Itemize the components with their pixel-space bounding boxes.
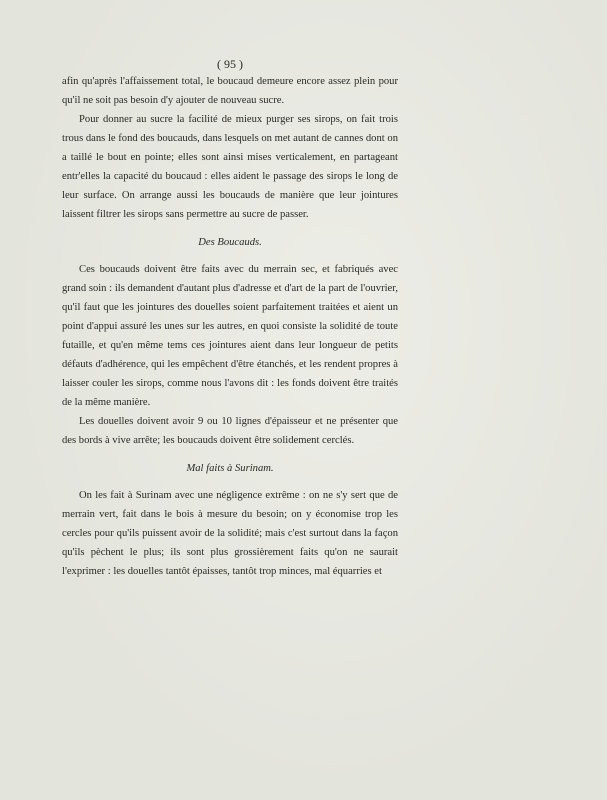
- section-heading-surinam: Mal faits à Surinam.: [186, 463, 274, 474]
- page-number: ( 95 ): [217, 57, 243, 71]
- section-heading-boucauds: Des Boucauds.: [198, 237, 262, 248]
- paragraph-continuation: afin qu'après l'affaissement total, le boucaud demeure encore assez plein pour qu'il ne soit pas besoin d'y ajouter de nouveau sucre.: [62, 76, 398, 106]
- page-text-block: [62, 56, 398, 581]
- paragraph-boucauds-construction: Ces boucauds doivent être faits avec du merrain sec, et fabriqués avec grand soin : ils demandent d'autant plus d'adresse et d'art de la part de l'ouvrier, qu'il faut que les jointures des douelles soient parfaitement traitées et aient un point d'appui assuré les unes sur les autres, en quoi consiste la solidité de toute futaille, et qu'en même tems ces jointures aient dans leur longueur de petits défauts d'adhérence, qui les empêchent d'être étanchés, et les rendent propres à laisser couler les sirops, comme nous l'avons dit : les fonds doivent être traités de la même manière.: [62, 264, 398, 408]
- paragraph-purging-syrups: Pour donner au sucre la facilité de mieux purger ses sirops, on fait trois trous dans le fond des boucauds, dans lesquels on met autant de cannes dont on a taillé le bout en pointe; elles sont ainsi mises verticalement, en partageant entr'elles la capacité du boucaud : elles aident le passage des sirops le long de leur surface. On arrange aussi les boucauds de manière que leur jointures laissent filtrer les sirops sans permettre au sucre de passer.: [62, 114, 398, 220]
- paragraph-surinam-negligence: On les fait à Surinam avec une négligence extrême : on ne s'y sert que de merrain vert, fait dans le bois à mesure du besoin; on y économise trop les cercles pour qu'ils puissent avoir de la solidité; mais c'est surtout dans la façon qu'ils pèchent le plus; ils sont plus grossièrement faits qu'on ne saurait l'exprimer : les douelles tantôt épaisses, tantôt trop minces, mal équarries et: [62, 490, 398, 577]
- paragraph-douelles-thickness: Les douelles doivent avoir 9 ou 10 lignes d'épaisseur et ne présenter que des bords à vive arrête; les boucauds doivent être solidement cerclés.: [62, 416, 398, 446]
